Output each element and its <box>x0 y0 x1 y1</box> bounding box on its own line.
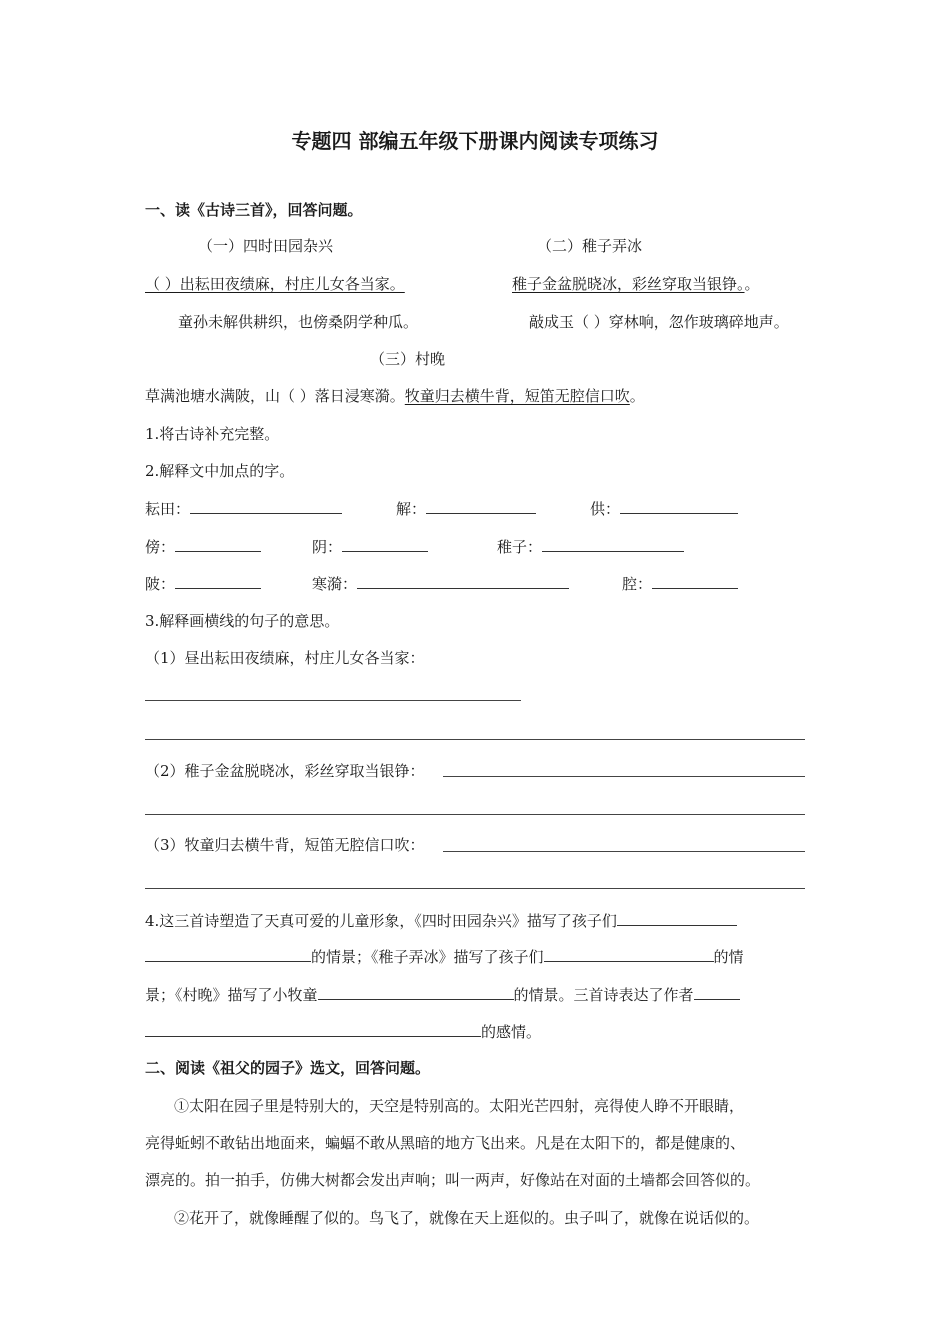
q4-blank-1[interactable] <box>617 910 737 926</box>
poem-2-line-1-wrap <box>512 274 760 294</box>
q2-label-jie: 解： <box>396 500 427 518</box>
q3-answer-line-2a[interactable] <box>443 776 805 777</box>
q3-answer-line-3a[interactable] <box>443 851 805 852</box>
q4-line-1 <box>145 910 737 931</box>
q3-answer-line-1b[interactable] <box>145 739 805 740</box>
poem-1-line-2: 童孙未解供耕织，也傍桑阴学种瓜。 <box>178 313 419 331</box>
q2-item-zhizi <box>497 536 684 557</box>
question-2: 2.解释文中加点的字。 <box>145 462 295 480</box>
q3-sentence-2: （2）稚子金盆脱晓冰，彩丝穿取当银铮： <box>145 762 425 780</box>
q4-text-1: 4.这三首诗塑造了天真可爱的儿童形象，《四时田园杂兴》描写了孩子们 <box>145 912 617 930</box>
q2-label-yuntian: 耘田： <box>145 500 191 518</box>
q2-blank-zhizi[interactable] <box>542 536 684 552</box>
q2-blank-hanyi[interactable] <box>357 573 569 589</box>
q2-item-yuntian <box>145 498 342 519</box>
passage-p1-line-3: 漂亮的。拍一拍手，仿佛大树都会发出声响；叫一两声，好像站在对面的土墙都会回答似的。 <box>145 1171 761 1189</box>
poem-3-part-2: 牧童归去横牛背，短笛无腔信口吹 <box>404 387 630 405</box>
q2-blank-qiang[interactable] <box>652 573 738 589</box>
q2-item-gong <box>590 498 738 519</box>
poem-2-title: （二）稚子弄冰 <box>537 237 643 255</box>
q2-label-bei: 陂： <box>145 575 176 593</box>
poem-2-line-1: 稚子金盆脱晓冰，彩丝穿取当银铮。 <box>512 275 745 293</box>
q2-item-jie <box>396 498 536 519</box>
section-2-heading: 二、阅读《祖父的园子》选文，回答问题。 <box>145 1059 431 1077</box>
q2-blank-bei[interactable] <box>175 573 261 589</box>
question-3: 3.解释画横线的句子的意思。 <box>145 612 340 630</box>
q2-label-gong: 供： <box>590 500 621 518</box>
q4-blank-3[interactable] <box>544 946 714 962</box>
q2-blank-yin[interactable] <box>342 536 428 552</box>
q2-blank-gong[interactable] <box>620 498 738 514</box>
poem-2-line-2: 敲成玉（ ）穿林响，忽作玻璃碎地声。 <box>529 313 789 331</box>
passage-p1-line-1: ①太阳在园子里是特别大的，天空是特别高的。太阳光芒四射，亮得使人睁不开眼睛， <box>174 1097 745 1115</box>
q4-blank-6[interactable] <box>145 1021 481 1037</box>
q3-answer-line-1a[interactable] <box>145 700 521 701</box>
q2-item-hanyi <box>312 573 569 594</box>
q3-answer-line-2b[interactable] <box>145 814 805 815</box>
poem-1-title: （一）四时田园杂兴 <box>198 237 334 255</box>
q4-blank-5[interactable] <box>694 984 740 1000</box>
q2-item-yin <box>312 536 428 557</box>
poem-3-end: 。 <box>629 387 645 405</box>
q4-blank-4[interactable] <box>318 984 514 1000</box>
q4-blank-2[interactable] <box>145 946 311 962</box>
q4-line-2 <box>145 946 744 967</box>
q2-blank-yuntian[interactable] <box>190 498 342 514</box>
page-title: 专题四 部编五年级下册课内阅读专项练习 <box>291 129 659 153</box>
q4-text-4: 的感情。 <box>481 1023 542 1041</box>
q2-label-bang: 傍： <box>145 538 176 556</box>
q4-text-2a: 的情景；《稚子弄冰》描写了孩子们 <box>311 948 544 966</box>
q4-line-3 <box>145 984 740 1005</box>
q4-text-2b: 的情 <box>713 948 744 966</box>
q4-text-3a: 景；《村晚》描写了小牧童 <box>145 986 318 1004</box>
q2-item-qiang <box>622 573 738 594</box>
q2-item-bang <box>145 536 261 557</box>
q2-item-bei <box>145 573 261 594</box>
q2-label-hanyi: 寒漪： <box>312 575 358 593</box>
q4-line-4 <box>145 1021 541 1042</box>
passage-p2-line-1: ②花开了，就像睡醒了似的。鸟飞了，就像在天上逛似的。虫子叫了，就像在说话似的。 <box>174 1209 760 1227</box>
section-1-heading: 一、读《古诗三首》，回答问题。 <box>145 201 363 219</box>
passage-p1-line-2: 亮得蚯蚓不敢钻出地面来，蝙蝠不敢从黑暗的地方飞出来。凡是在太阳下的，都是健康的、 <box>145 1134 746 1152</box>
poem-1-line-1: （ ）出耘田夜绩麻，村庄儿女各当家。 <box>145 275 405 293</box>
poem-3-line <box>145 386 645 406</box>
q2-label-yin: 阴： <box>312 538 343 556</box>
poem-2-line-1-end: 。 <box>744 275 760 293</box>
question-1: 1.将古诗补充完整。 <box>145 425 280 443</box>
q2-blank-bang[interactable] <box>175 536 261 552</box>
poem-3-title: （三）村晚 <box>370 350 446 368</box>
q3-sentence-3: （3）牧童归去横牛背，短笛无腔信口吹： <box>145 836 425 854</box>
q3-answer-line-3b[interactable] <box>145 888 805 889</box>
q2-blank-jie[interactable] <box>426 498 536 514</box>
q2-label-zhizi: 稚子： <box>497 538 543 556</box>
poem-3-part-1: 草满池塘水满陂，山（ ）落日浸寒漪。 <box>145 387 405 405</box>
q4-text-3b: 的情景。三首诗表达了作者 <box>513 986 694 1004</box>
q3-sentence-1: （1）昼出耘田夜绩麻，村庄儿女各当家： <box>145 649 425 667</box>
q2-label-qiang: 腔： <box>622 575 653 593</box>
